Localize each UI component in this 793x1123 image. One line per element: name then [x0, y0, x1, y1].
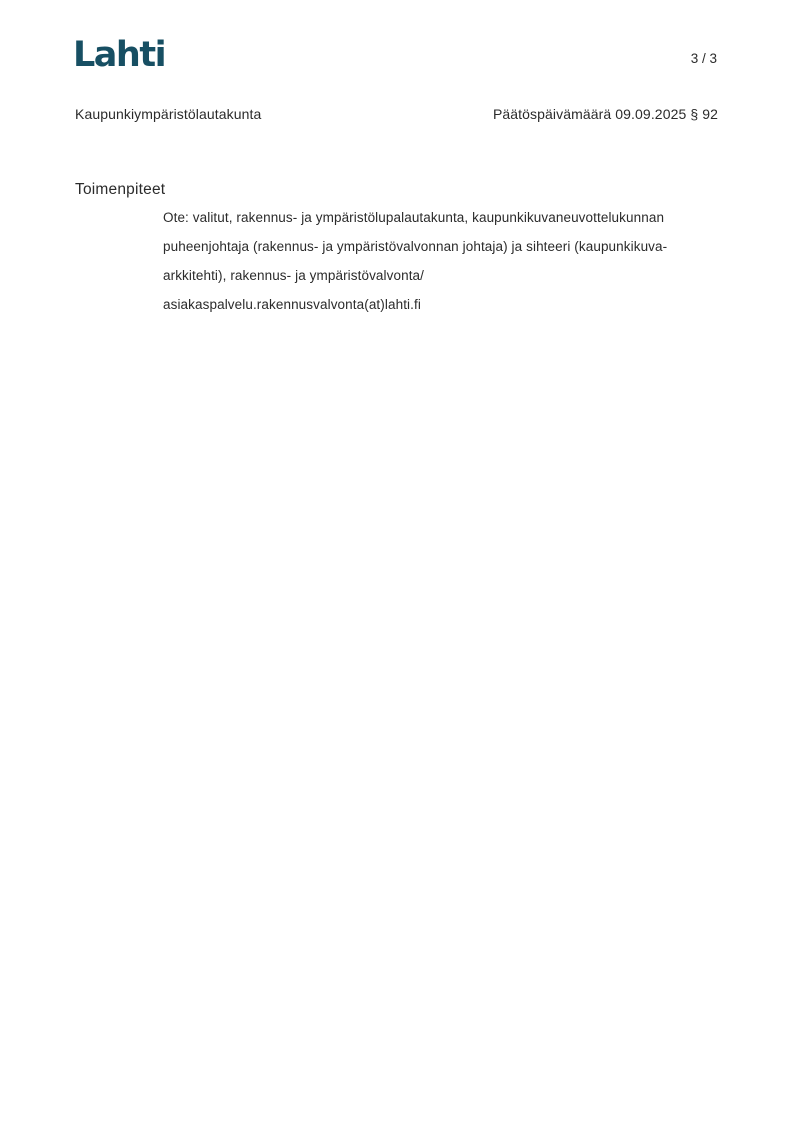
paragraph-line: Ote: valitut, rakennus- ja ympäristölupalautakunta, kaupunkikuvaneuvottelukunnan	[163, 210, 665, 225]
actions-paragraph	[163, 203, 729, 319]
lahti-logo: Lahti	[73, 35, 166, 75]
document-header	[75, 106, 718, 122]
header-decision-date: Päätöspäivämäärä 09.09.2025 § 92	[492, 106, 718, 122]
paragraph-line: arkkitehti), rakennus- ja ympäristövalvonta/	[163, 268, 425, 283]
paragraph-line-email: asiakaspalvelu.rakennusvalvonta(at)lahti.fi	[163, 297, 421, 312]
page-number: 3 / 3	[690, 51, 717, 66]
header-committee-name: Kaupunkiympäristölautakunta	[75, 106, 262, 122]
section-heading-toimenpiteet: Toimenpiteet	[75, 181, 166, 198]
paragraph-line: puheenjohtaja (rakennus- ja ympäristövalvonnan johtaja) ja sihteeri (kaupunkikuva-	[163, 239, 668, 254]
